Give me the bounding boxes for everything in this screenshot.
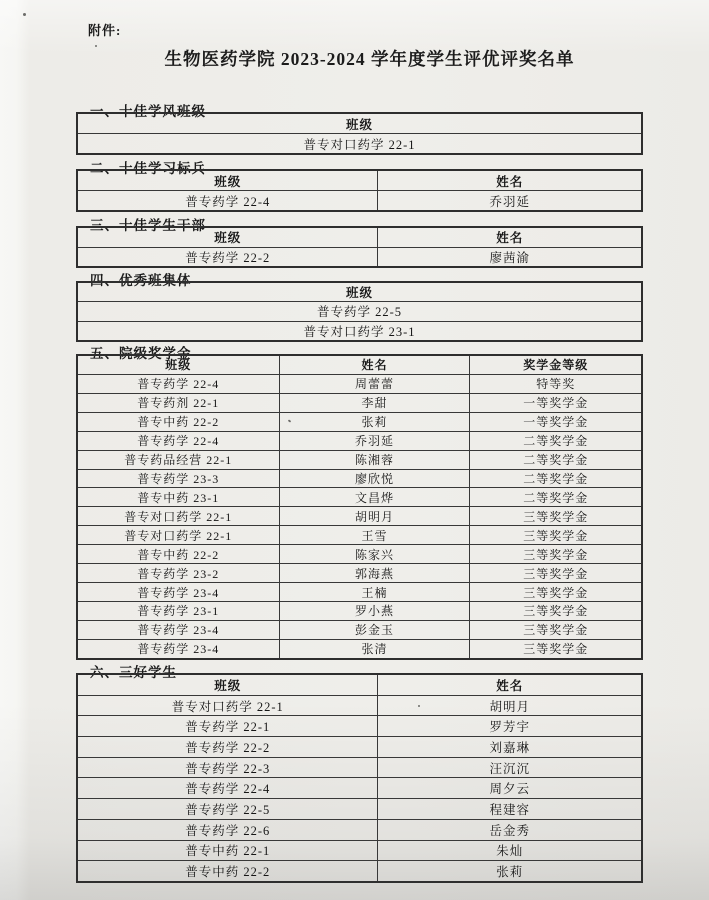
table-cell: 刘嘉琳: [378, 737, 642, 758]
award-table-top-study-model: [76, 169, 643, 212]
scan-speck: [23, 13, 26, 16]
table-row: [77, 393, 642, 412]
table-cell: 普专对口药学 22-1: [77, 134, 642, 155]
table-cell: 普专中药 22-1: [77, 840, 378, 861]
table-cell: 普专药学 22-2: [77, 737, 378, 758]
award-table-top-student-cadre: [76, 226, 643, 268]
table-cell: 普专药学 22-5: [77, 302, 642, 321]
header-row: [77, 674, 642, 695]
table-cell: 特等奖: [470, 374, 642, 393]
table-row: [77, 861, 642, 882]
column-header: 奖学金等级: [470, 355, 642, 374]
table-row: [77, 545, 642, 564]
table-cell: 汪沉沉: [378, 757, 642, 778]
table-cell: 一等奖学金: [470, 412, 642, 431]
table-cell: 王楠: [279, 583, 470, 602]
header-row: [77, 170, 642, 191]
column-header: 班级: [77, 170, 378, 191]
table-row: [77, 695, 642, 716]
column-header: 班级: [77, 227, 378, 247]
table-cell: 普专药学 22-2: [77, 247, 378, 267]
table-cell: 三等奖学金: [470, 602, 642, 621]
table-cell: 三等奖学金: [470, 507, 642, 526]
table-row: [77, 507, 642, 526]
column-header: 姓名: [378, 170, 642, 191]
table-cell: 普专药学 22-3: [77, 757, 378, 778]
table-cell: 普专药学 23-2: [77, 564, 279, 583]
table-cell: 普专药学 23-3: [77, 469, 279, 488]
table-row: [77, 840, 642, 861]
section-heading-3: 三、十佳学生干部: [90, 218, 206, 233]
table-row: [77, 247, 642, 267]
table-cell: 彭金玉: [279, 620, 470, 639]
table-cell: 普专药学 22-6: [77, 819, 378, 840]
table-cell: 普专对口药学 23-1: [77, 321, 642, 341]
table-row: [77, 583, 642, 602]
table-cell: 三等奖学金: [470, 583, 642, 602]
table-cell: 王雪: [279, 526, 470, 545]
table-cell: 普专药学 22-4: [77, 191, 378, 212]
table-row: [77, 737, 642, 758]
table-row: [77, 469, 642, 488]
table-cell: 一等奖学金: [470, 393, 642, 412]
table-cell: 胡明月: [378, 695, 642, 716]
table-cell: 普专中药 22-2: [77, 412, 279, 431]
section-heading-4: 四、优秀班集体: [90, 273, 192, 288]
table-cell: 普专药学 23-4: [77, 583, 279, 602]
table-cell: 普专药学 22-1: [77, 716, 378, 737]
table-cell: 普专药学 22-4: [77, 431, 279, 450]
table-row: [77, 564, 642, 583]
section-heading-2: 二、十佳学习标兵: [90, 161, 206, 176]
table-row: [77, 757, 642, 778]
column-header: 姓名: [378, 227, 642, 247]
section-heading-5: 五、院级奖学金: [90, 346, 192, 361]
table-row: [77, 819, 642, 840]
table-row: [77, 134, 642, 155]
table-cell: 二等奖学金: [470, 431, 642, 450]
table-cell: 普专药学 22-4: [77, 778, 378, 799]
column-header: 姓名: [378, 674, 642, 695]
column-header: 姓名: [279, 355, 470, 374]
table-cell: 程建容: [378, 799, 642, 820]
award-table-top-study-class: [76, 112, 643, 155]
table-row: [77, 431, 642, 450]
table-cell: 罗芳宇: [378, 716, 642, 737]
header-row: [77, 355, 642, 374]
table-row: [77, 716, 642, 737]
table-cell: 郭海燕: [279, 564, 470, 583]
table-cell: 普专对口药学 22-1: [77, 507, 279, 526]
section-heading-1: 一、十佳学风班级: [90, 104, 206, 119]
table-cell: 普专对口药学 22-1: [77, 526, 279, 545]
table-cell: 三等奖学金: [470, 545, 642, 564]
table-row: [77, 488, 642, 507]
table-cell: 周蕾蕾: [279, 374, 470, 393]
table-cell: 二等奖学金: [470, 469, 642, 488]
header-row: [77, 282, 642, 302]
table-cell: 陈家兴: [279, 545, 470, 564]
table-row: [77, 620, 642, 639]
header-row: [77, 227, 642, 247]
table-row: [77, 778, 642, 799]
table-row: [77, 302, 642, 321]
table-cell: 普专药学 23-1: [77, 602, 279, 621]
table-cell: 三等奖学金: [470, 564, 642, 583]
table-cell: 普专对口药学 22-1: [77, 695, 378, 716]
table-row: [77, 191, 642, 212]
table-cell: 乔羽延: [279, 431, 470, 450]
award-table-excellent-class: [76, 281, 643, 342]
table-row: [77, 602, 642, 621]
table-row: [77, 639, 642, 659]
section-heading-6: 六、三好学生: [90, 665, 177, 680]
table-cell: 普专中药 22-2: [77, 545, 279, 564]
attachment-label: 附件:: [88, 23, 122, 38]
table-cell: 普专药学 23-4: [77, 639, 279, 659]
table-cell: 二等奖学金: [470, 488, 642, 507]
table-cell: 罗小燕: [279, 602, 470, 621]
table-cell: 朱灿: [378, 840, 642, 861]
page-title: 生物医药学院 2023-2024 学年度学生评优评奖名单: [164, 49, 575, 69]
table-cell: 二等奖学金: [470, 450, 642, 469]
table-cell: 胡明月: [279, 507, 470, 526]
table-row: [77, 321, 642, 341]
table-cell: 乔羽延: [378, 191, 642, 212]
table-cell: 普专中药 22-2: [77, 861, 378, 882]
table-cell: 周夕云: [378, 778, 642, 799]
table-cell: 张清: [279, 639, 470, 659]
table-cell: 廖欣悦: [279, 469, 470, 488]
table-cell: 普专药剂 22-1: [77, 393, 279, 412]
table-row: [77, 526, 642, 545]
table-row: [77, 799, 642, 820]
table-cell: 普专药学 23-4: [77, 620, 279, 639]
table-row: [77, 412, 642, 431]
table-cell: 岳金秀: [378, 819, 642, 840]
table-cell: 普专药学 22-5: [77, 799, 378, 820]
table-cell: 普专药品经营 22-1: [77, 450, 279, 469]
table-cell: 普专药学 22-4: [77, 374, 279, 393]
column-header: 班级: [77, 674, 378, 695]
award-table-scholarship: [76, 354, 643, 660]
table-cell: 张莉: [378, 861, 642, 882]
table-cell: 文昌烨: [279, 488, 470, 507]
table-cell: 三等奖学金: [470, 620, 642, 639]
table-cell: 三等奖学金: [470, 526, 642, 545]
column-header: 班级: [77, 282, 642, 302]
award-table-merit-student: [76, 673, 643, 883]
column-header: 班级: [77, 355, 279, 374]
table-cell: 廖茜渝: [378, 247, 642, 267]
table-cell: 张莉: [279, 412, 470, 431]
table-cell: 普专中药 23-1: [77, 488, 279, 507]
header-row: [77, 113, 642, 134]
table-row: [77, 450, 642, 469]
table-cell: 三等奖学金: [470, 639, 642, 659]
column-header: 班级: [77, 113, 642, 134]
table-row: [77, 374, 642, 393]
table-cell: 李甜: [279, 393, 470, 412]
table-cell: 陈湘蓉: [279, 450, 470, 469]
